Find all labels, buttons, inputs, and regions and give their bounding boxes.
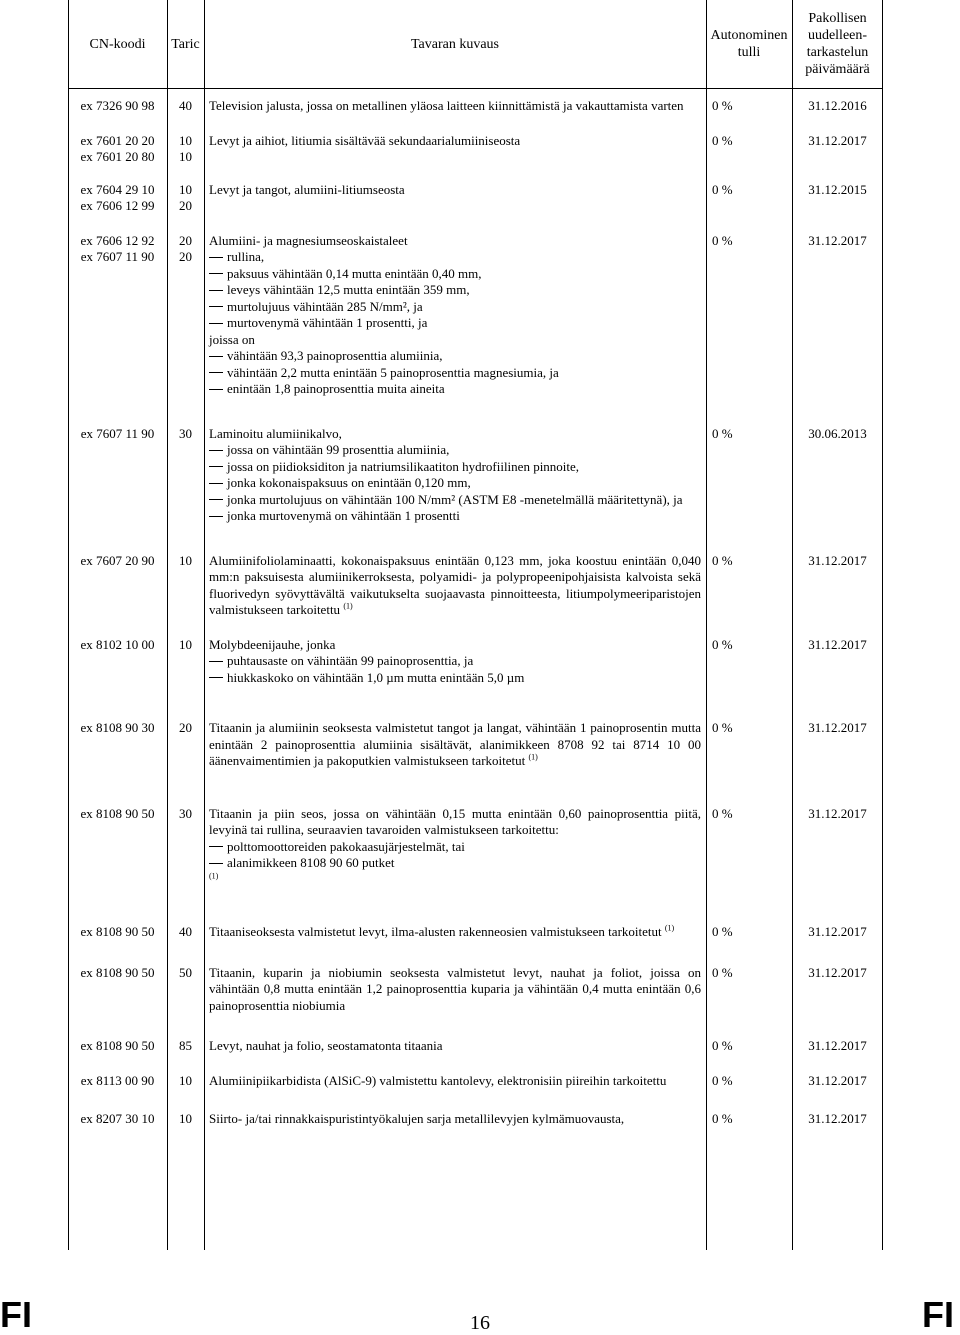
column-divider (706, 0, 707, 1250)
column-divider (68, 0, 69, 1250)
taric-cell (167, 1014, 204, 1055)
taric-cell (167, 770, 204, 889)
cn-code: ex 7607 20 90 (80, 552, 155, 568)
footnote-marker: (1) (664, 923, 675, 933)
description-indent-item (209, 282, 701, 299)
description-text-run: jossa on piidioksiditon ja natriumsilikaatiton hydrofiilinen pinnoite, (227, 458, 580, 474)
description-indent-item (209, 855, 701, 872)
description-text-run: Levyt ja tangot, alumiini-litiumseosta (209, 181, 405, 197)
table-row (68, 941, 883, 1015)
duty-cell: 0 % (712, 98, 733, 113)
description-text (209, 332, 701, 349)
cn-code: ex 7606 12 92 (80, 232, 155, 248)
review-date-cell: 31.12.2017 (808, 924, 867, 939)
taric-code: 10 (179, 149, 192, 164)
description-text-run: jonka kokonaispaksuus on enintään 0,120 mm, (227, 475, 471, 490)
duty-cell: 0 % (712, 181, 733, 197)
taric-code: 10 (179, 636, 192, 652)
taric-code: 10 (179, 181, 192, 197)
description-indent-item (209, 299, 701, 316)
description-indent-item (209, 653, 701, 670)
taric-cell (167, 1089, 204, 1128)
table-row (68, 398, 883, 525)
cn-code: ex 8108 90 50 (80, 1038, 155, 1053)
description-text-run: Television jalusta, jossa on metallinen yläosa laitteen kiinnittämistä ja vakauttamista varten (209, 98, 684, 113)
cn-code: ex 8108 90 50 (80, 924, 155, 939)
duty-cell: 0 % (712, 964, 733, 980)
column-divider (204, 0, 205, 1250)
description-text (209, 426, 701, 443)
review-date-cell: 31.12.2016 (808, 98, 867, 113)
description-cell (204, 686, 706, 770)
footnote-marker: (1) (528, 752, 538, 762)
description-cell (204, 89, 706, 115)
description-cell (204, 525, 706, 619)
description-text-run: Siirto- ja/tai rinnakkaispuristintyökalujen sarja metallilevyjen kylmämuovausta, (209, 1111, 625, 1126)
description-cell (204, 398, 706, 525)
description-text-run: vähintään 2,2 mutta enintään 5 painoprosenttia magnesiumia, ja (227, 364, 559, 380)
cn-code: ex 7607 11 90 (80, 425, 155, 441)
description-text-run: Levyt ja aihiot, litiumia sisältävää sekundaarialumiiniseosta (209, 132, 521, 148)
header-duty: Autonominen tulli (706, 0, 792, 89)
column-divider (167, 0, 168, 1250)
description-cell (204, 1055, 706, 1090)
duty-cell: 0 % (712, 1111, 733, 1126)
cn-code-cell (68, 1014, 167, 1055)
header-description: Tavaran kuvaus (204, 0, 706, 89)
taric-code: 20 (179, 249, 192, 264)
description-text (209, 98, 701, 115)
header-cn-code: CN-koodi (68, 0, 167, 89)
taric-cell (167, 686, 204, 770)
table-row (68, 1055, 883, 1090)
description-indent-item (209, 315, 701, 332)
description-text-run: Titaanin ja alumiinin seoksesta valmistetut tangot ja langat, vähintään 1 painoprosentin mutta enintään 2 painoprosenttia alumiinia sisältävät, alanimikkeen 8708 92 tai 8714 10 00 äänenvaimentimien ja pakoputkien valmistukseen tarkoitetut (209, 720, 701, 768)
header-taric: Taric (167, 0, 204, 89)
footer-language-right: FI (922, 1294, 954, 1335)
description-text-run: alanimikkeen 8108 90 60 putket (227, 855, 395, 870)
cn-code: ex 8108 90 50 (80, 964, 155, 980)
table-row (68, 115, 883, 166)
duty-cell: 0 % (712, 636, 733, 652)
cn-code: ex 8207 30 10 (80, 1111, 155, 1126)
page-number: 16 (470, 1312, 490, 1334)
taric-code: 85 (179, 1038, 192, 1053)
column-divider (882, 0, 883, 1250)
taric-cell (167, 941, 204, 1015)
duty-cell: 0 % (712, 720, 733, 735)
cn-code: ex 8108 90 30 (80, 720, 155, 735)
description-text-run: Titaanin, kuparin ja niobiumin seoksesta valmistetut levyt, nauhat ja foliot, joissa on vähintään 0,8 mutta enintään 1,2 painoprosenttia kuparia ja vähintään 0,4 mutta enintään 0,6 painoprosenttia niobiumia (209, 964, 701, 1013)
description-text (209, 806, 701, 839)
description-cell (204, 888, 706, 941)
cn-code-cell (68, 770, 167, 889)
table-row (68, 686, 883, 770)
table-row (68, 525, 883, 619)
description-cell (204, 941, 706, 1015)
taric-cell (167, 619, 204, 687)
cn-code-cell (68, 1055, 167, 1090)
taric-code: 10 (179, 1111, 192, 1126)
duty-cell: 0 % (712, 232, 733, 248)
taric-cell (167, 398, 204, 525)
cn-code-cell (68, 686, 167, 770)
header-review-date: Pakollisen uudelleen-tarkastelun päivämäärä (792, 0, 883, 89)
cn-code-cell (68, 525, 167, 619)
description-text-run: puhtausaste on vähintään 99 painoprosenttia, ja (227, 653, 474, 668)
duty-cell: 0 % (712, 132, 733, 148)
description-text-run: Alumiinipiikarbidista (AlSiC-9) valmistettu kantolevy, elektronisiin piireihin tarkoitettu (209, 1072, 667, 1088)
cn-code-cell (68, 1089, 167, 1128)
taric-code: 30 (179, 425, 192, 441)
duty-cell: 0 % (712, 1038, 733, 1053)
description-indent-item (209, 381, 701, 398)
description-text (209, 553, 701, 619)
description-text-run: Alumiinifoliolaminaatti, kokonaispaksuus enintään 0,123 mm, joka koostuu enintään 0,040 mm:n paksuisesta alumiinikerroksesta, polyamidi- ja polypropeenipohjaisista kalvoista sekä fluorivedyn syövyttävältä vaikutukselta suojaavasta pinnoitteesta, litiumpolymeeriparistojen valmistukseen tarkoitettu (209, 552, 701, 617)
taric-code: 30 (179, 805, 192, 821)
taric-code: 40 (179, 98, 192, 113)
description-text-run: Titaanin ja piin seos, jossa on vähintään 0,15 mutta enintään 0,60 painoprosenttia piitä, levyinä tai rullina, seuraavien tavaroiden valmistukseen tarkoitettu: (209, 805, 701, 837)
description-text (209, 1073, 701, 1090)
description-text-run: vähintään 93,3 painoprosenttia alumiinia, (227, 348, 443, 363)
footnote-marker: (1) (343, 601, 353, 611)
footer-language-left: FI (0, 1294, 32, 1335)
description-text (209, 637, 701, 654)
description-text-run: joissa on (209, 331, 255, 347)
review-date-cell: 31.12.2015 (808, 181, 867, 197)
description-indent-item (209, 442, 701, 459)
description-text (209, 1111, 701, 1128)
taric-code: 10 (179, 132, 192, 148)
cn-code: ex 8113 00 90 (80, 1072, 155, 1088)
taric-cell (167, 525, 204, 619)
description-cell (204, 215, 706, 398)
taric-cell (167, 215, 204, 398)
cn-code-cell (68, 941, 167, 1015)
description-text-run: Molybdeenijauhe, jonka (209, 636, 336, 652)
footnote-marker: (1) (209, 871, 219, 881)
description-indent-item (209, 508, 701, 525)
review-date-cell: 31.12.2017 (808, 1111, 867, 1126)
cn-code-cell (68, 215, 167, 398)
table-header-row (68, 0, 883, 89)
description-text-run: Titaaniseoksesta valmistetut levyt, ilma-alusten rakenneosien valmistukseen tarkoitetut (209, 924, 662, 939)
description-cell (204, 166, 706, 215)
duty-cell: 0 % (712, 805, 733, 821)
cn-code-cell (68, 888, 167, 941)
description-text (209, 872, 701, 889)
cn-code: ex 7601 20 80 (80, 149, 155, 164)
taric-code: 40 (179, 924, 192, 939)
taric-cell (167, 89, 204, 115)
description-text-run: paksuus vähintään 0,14 mutta enintään 0,40 mm, (227, 265, 482, 281)
description-indent-item (209, 459, 701, 476)
table-row (68, 1014, 883, 1055)
description-text (209, 924, 701, 941)
description-cell (204, 1089, 706, 1128)
review-date-cell: 31.12.2017 (808, 1072, 867, 1088)
description-text-run: jonka murtovenymä on vähintään 1 prosentti (227, 508, 460, 523)
cn-code: ex 7606 12 99 (80, 198, 155, 213)
review-date-cell: 31.12.2017 (808, 964, 867, 980)
description-text (209, 720, 701, 770)
description-text-run: jonka murtolujuus on vähintään 100 N/mm² (ASTM E8 -menetelmällä määritettynä), ja (227, 491, 683, 507)
review-date-cell: 31.12.2017 (808, 636, 867, 652)
review-date-cell: 31.12.2017 (808, 1038, 867, 1053)
table-row (68, 1089, 883, 1128)
taric-code: 10 (179, 552, 192, 568)
review-date-cell: 31.12.2017 (808, 232, 867, 248)
taric-code: 10 (179, 1072, 192, 1088)
taric-cell (167, 888, 204, 941)
cn-code-cell (68, 619, 167, 687)
cn-code-cell (68, 166, 167, 215)
description-indent-item (209, 266, 701, 283)
cn-code: ex 7604 29 10 (80, 181, 155, 197)
description-cell (204, 1014, 706, 1055)
description-cell (204, 770, 706, 889)
description-indent-item (209, 348, 701, 365)
cn-code: ex 8102 10 00 (80, 636, 155, 652)
duty-cell: 0 % (712, 552, 733, 568)
description-text-run: polttomoottoreiden pakokaasujärjestelmät, tai (227, 838, 465, 854)
review-date-cell: 31.12.2017 (808, 805, 867, 821)
description-text (209, 1038, 701, 1055)
cn-code: ex 7601 20 20 (80, 132, 155, 148)
taric-cell (167, 166, 204, 215)
table-row (68, 166, 883, 215)
cn-code: ex 7607 11 90 (80, 249, 155, 264)
description-text-run: Laminoitu alumiinikalvo, (209, 425, 342, 441)
taric-code: 20 (179, 198, 192, 213)
review-date-cell: 30.06.2013 (808, 425, 867, 441)
column-divider (792, 0, 793, 1250)
description-text-run: hiukkaskoko on vähintään 1,0 µm mutta enintään 5,0 µm (227, 669, 525, 685)
tariff-table (68, 0, 883, 1128)
table-row (68, 215, 883, 398)
cn-code: ex 8108 90 50 (80, 805, 155, 821)
description-indent-item (209, 670, 701, 687)
taric-cell (167, 1055, 204, 1090)
description-cell (204, 115, 706, 166)
description-text-run: murtovenymä vähintään 1 prosentti, ja (227, 315, 428, 330)
description-indent-item (209, 249, 701, 266)
description-text-run: Alumiini- ja magnesiumseoskaistaleet (209, 232, 408, 248)
description-text-run: enintään 1,8 painoprosenttia muita aineita (227, 381, 445, 396)
cn-code-cell (68, 89, 167, 115)
description-text-run: rullina, (227, 249, 265, 264)
duty-cell: 0 % (712, 1072, 733, 1088)
description-text (209, 965, 701, 1015)
description-text (209, 233, 701, 250)
duty-cell: 0 % (712, 425, 733, 441)
cn-code-cell (68, 398, 167, 525)
table-row (68, 770, 883, 889)
description-text-run: leveys vähintään 12,5 mutta enintään 359 mm, (227, 282, 470, 297)
description-text-run: jossa on vähintään 99 prosenttia alumiinia, (227, 442, 450, 457)
review-date-cell: 31.12.2017 (808, 552, 867, 568)
taric-code: 20 (179, 232, 192, 248)
taric-code: 50 (179, 964, 192, 980)
taric-code: 20 (179, 720, 192, 735)
description-text-run: Levyt, nauhat ja folio, seostamatonta titaania (209, 1038, 443, 1053)
cn-code: ex 7326 90 98 (80, 98, 155, 113)
review-date-cell: 31.12.2017 (808, 720, 867, 735)
tariff-table-wrap (68, 0, 883, 1128)
table-row (68, 888, 883, 941)
cn-code-cell (68, 115, 167, 166)
description-cell (204, 619, 706, 687)
description-indent-item (209, 365, 701, 382)
description-indent-item (209, 839, 701, 856)
taric-cell (167, 115, 204, 166)
description-indent-item (209, 492, 701, 509)
description-text (209, 182, 701, 199)
table-row (68, 619, 883, 687)
duty-cell: 0 % (712, 924, 733, 939)
description-indent-item (209, 475, 701, 492)
description-text (209, 133, 701, 150)
review-date-cell: 31.12.2017 (808, 132, 867, 148)
table-row (68, 89, 883, 115)
description-text-run: murtolujuus vähintään 285 N/mm², ja (227, 298, 423, 314)
